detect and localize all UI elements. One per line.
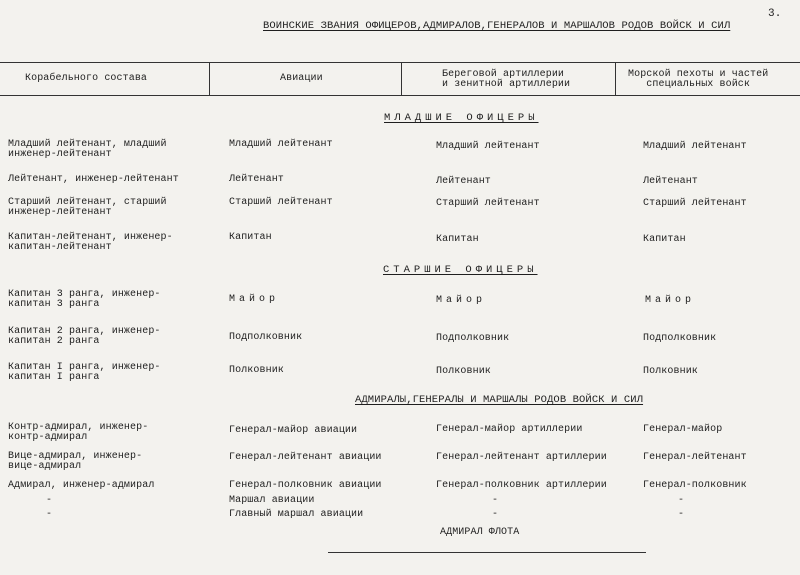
row-senior-2-coastal: Подполковник (436, 333, 510, 344)
document-title: ВОИНСКИЕ ЗВАНИЯ ОФИЦЕРОВ,АДМИРАЛОВ,ГЕНЕРАЛОВ И МАРШАЛОВ РОДОВ ВОЙСК И СИЛ (263, 20, 731, 32)
row-junior-1-coastal: Младший лейтенант (436, 141, 540, 152)
row-senior-3-coastal: Полковник (436, 366, 491, 377)
row-junior-2-aviation: Лейтенант (229, 174, 284, 185)
row-top-5-coastal: - (492, 509, 499, 520)
section-heading-top: АДМИРАЛЫ,ГЕНЕРАЛЫ И МАРШАЛЫ РОДОВ ВОЙСК И СИЛ (355, 394, 644, 406)
row-top-3-aviation: Генерал-полковник авиации (229, 480, 382, 491)
row-top-4-ship: - (46, 495, 53, 506)
row-junior-3-ship: Старший лейтенант, старший инженер-лейтенант (8, 197, 167, 218)
row-top-4-coastal: - (492, 495, 499, 506)
row-junior-1-ship: Младший лейтенант, младший инженер-лейтенант (8, 139, 167, 160)
row-senior-3-marines: Полковник (643, 366, 698, 377)
row-top-5-aviation: Главный маршал авиации (229, 509, 364, 520)
section-heading-senior: СТАРШИЕ ОФИЦЕРЫ (383, 264, 538, 276)
row-top-3-coastal: Генерал-полковник артиллерии (436, 480, 607, 491)
column-header-coastal: Береговой артиллерии и зенитной артиллерии (442, 69, 571, 90)
column-divider-1 (209, 62, 210, 96)
row-junior-4-ship: Капитан-лейтенант, инженер- капитан-лейтенант (8, 232, 173, 253)
row-junior-1-marines: Младший лейтенант (643, 141, 747, 152)
row-top-3-ship: Адмирал, инженер-адмирал (8, 480, 155, 491)
row-top-2-marines: Генерал-лейтенант (643, 452, 747, 463)
row-top-4-aviation: Маршал авиации (229, 495, 315, 506)
column-divider-3 (615, 62, 616, 96)
row-junior-2-ship: Лейтенант, инженер-лейтенант (8, 174, 179, 185)
column-header-aviation: Авиации (280, 73, 323, 84)
page-number: 3. (768, 8, 782, 20)
row-junior-3-marines: Старший лейтенант (643, 198, 747, 209)
row-junior-1-aviation: Младший лейтенант (229, 139, 333, 150)
row-junior-3-aviation: Старший лейтенант (229, 197, 333, 208)
row-senior-3-ship: Капитан I ранга, инженер- капитан I ранга (8, 362, 161, 383)
row-top-2-ship: Вице-адмирал, инженер- вице-адмирал (8, 451, 143, 472)
row-junior-2-coastal: Лейтенант (436, 176, 491, 187)
row-junior-2-marines: Лейтенант (643, 176, 698, 187)
row-senior-2-marines: Подполковник (643, 333, 717, 344)
row-senior-3-aviation: Полковник (229, 365, 284, 376)
column-divider-2 (401, 62, 402, 96)
section-heading-junior: МЛАДШИЕ ОФИЦЕРЫ (384, 112, 539, 124)
row-top-1-aviation: Генерал-майор авиации (229, 425, 358, 436)
row-junior-3-coastal: Старший лейтенант (436, 198, 540, 209)
row-top-1-ship: Контр-адмирал, инженер- контр-адмирал (8, 422, 149, 443)
row-senior-1-marines: Майор (645, 295, 696, 306)
row-top-1-marines: Генерал-майор (643, 424, 723, 435)
bottom-rule (328, 552, 646, 553)
row-junior-4-marines: Капитан (643, 234, 686, 245)
row-top-1-coastal: Генерал-майор артиллерии (436, 424, 583, 435)
row-top-5-marines: - (678, 509, 685, 520)
column-header-marines: Морской пехоты и частей специальных войск (628, 69, 769, 90)
row-senior-2-aviation: Подполковник (229, 332, 303, 343)
table-top-rule (0, 62, 800, 63)
row-top-4-marines: - (678, 495, 685, 506)
row-top-3-marines: Генерал-полковник (643, 480, 747, 491)
row-senior-2-ship: Капитан 2 ранга, инженер- капитан 2 ранга (8, 326, 161, 347)
row-junior-4-aviation: Капитан (229, 232, 272, 243)
footer-rank: АДМИРАЛ ФЛОТА (440, 527, 520, 538)
row-top-2-coastal: Генерал-лейтенант артиллерии (436, 452, 607, 463)
row-senior-1-coastal: Майор (436, 295, 487, 306)
row-top-2-aviation: Генерал-лейтенант авиации (229, 452, 382, 463)
row-junior-4-coastal: Капитан (436, 234, 479, 245)
row-senior-1-ship: Капитан 3 ранга, инженер- капитан 3 ранга (8, 289, 161, 310)
table-header-bottom-rule (0, 95, 800, 96)
column-header-ship: Корабельного состава (25, 73, 148, 84)
row-senior-1-aviation: Майор (229, 294, 280, 305)
row-top-5-ship: - (46, 509, 53, 520)
